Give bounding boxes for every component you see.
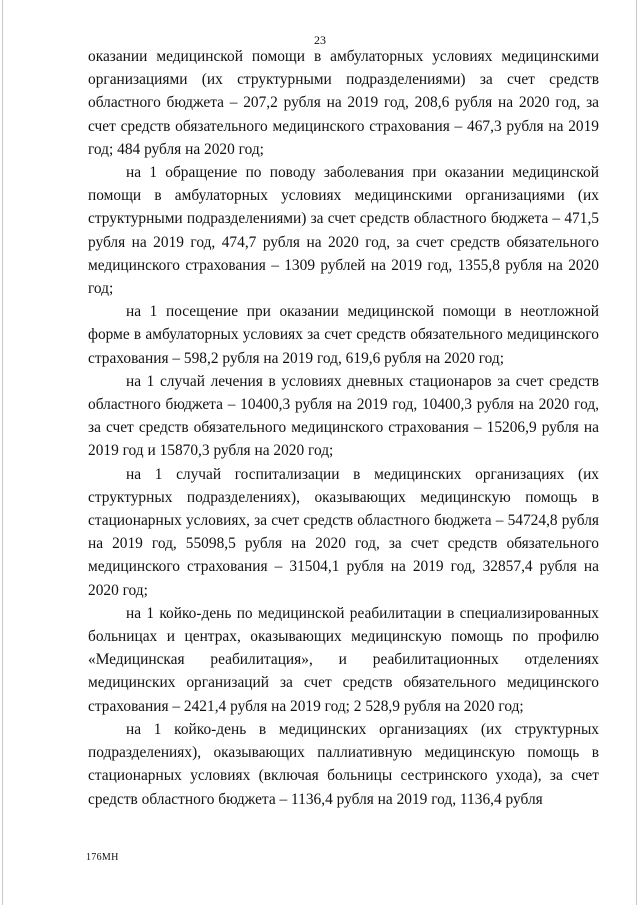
paragraph-rehabilitation-bed-day: на 1 койко-день по медицинской реабилитации в специализированных больницах и центрах, оказывающих медицинскую помощь по профилю «Медицинская реабилитация», и реабилитационных отделениях медицинских организаций за счет средств обязательного медицинского страхования – 2421,4 рубля на 2019 год; 2 528,9 рубля на 2020 год; <box>88 604 599 715</box>
paragraph-day-hospital: на 1 случай лечения в условиях дневных стационаров за счет средств областного бюджета – 10400,3 рубля на 2019 год, 10400,3 рубля на 2020 год, за счет средств обязательного медицинского страхования – 15206,9 рубля на 2019 год и 15870,3 рубля на 2020 год; <box>88 372 599 460</box>
scan-edge-right <box>636 0 637 905</box>
paragraph-palliative-bed-day: на 1 койко-день в медицинских организациях (их структурных подразделениях), оказывающих паллиативную медицинскую помощь в стационарных условиях (включая больницы сестринского ухода), за счет средств областного бюджета – 1136,4 рубля на 2019 год, 1136,4 рубля <box>88 720 599 808</box>
scan-edge-left <box>2 0 3 905</box>
paragraph-per-illness-visit: на 1 обращение по поводу заболевания при оказании медицинской помощи в амбулаторных условиях медицинскими организациями (их структурными подразделениями) за счет средств областного бюджета – 471,5 рубля на 2019 год, 474,7 рубля на 2020 год, за счет средств обязательного медицинского страхования – 1309 рублей на 2019 год, 1355,8 рубля на 2020 год; <box>88 164 599 298</box>
document-body <box>88 45 599 811</box>
page-number: 23 <box>314 33 326 47</box>
paragraph-emergency-visit: на 1 посещение при оказании медицинской помощи в неотложной форме в амбулаторных условиях за счет средств обязательного медицинского страхования – 598,2 рубля на 2019 год, 619,6 рубля на 2020 год; <box>88 303 599 367</box>
footer-document-code: 176МН <box>86 852 119 863</box>
paragraph-continuation: оказании медицинской помощи в амбулаторных условиях медицинскими организациями (их структурными подразделениями) за счет средств областного бюджета – 207,2 рубля на 2019 год, 208,6 рубля на 2020 год, за счет средств обязательного медицинского страхования – 467,3 рубля на 2019 год; 484 рубля на 2020 год; <box>88 48 599 158</box>
paragraph-hospitalization: на 1 случай госпитализации в медицинских организациях (их структурных подразделениях), оказывающих медицинскую помощь в стационарных условиях, за счет средств областного бюджета – 54724,8 рубля на 2019 год, 55098,5 рубля на 2020 год, за счет средств обязательного медицинского страхования – 31504,1 рубля на 2019 год, 32857,4 рубля на 2020 год; <box>88 465 599 599</box>
